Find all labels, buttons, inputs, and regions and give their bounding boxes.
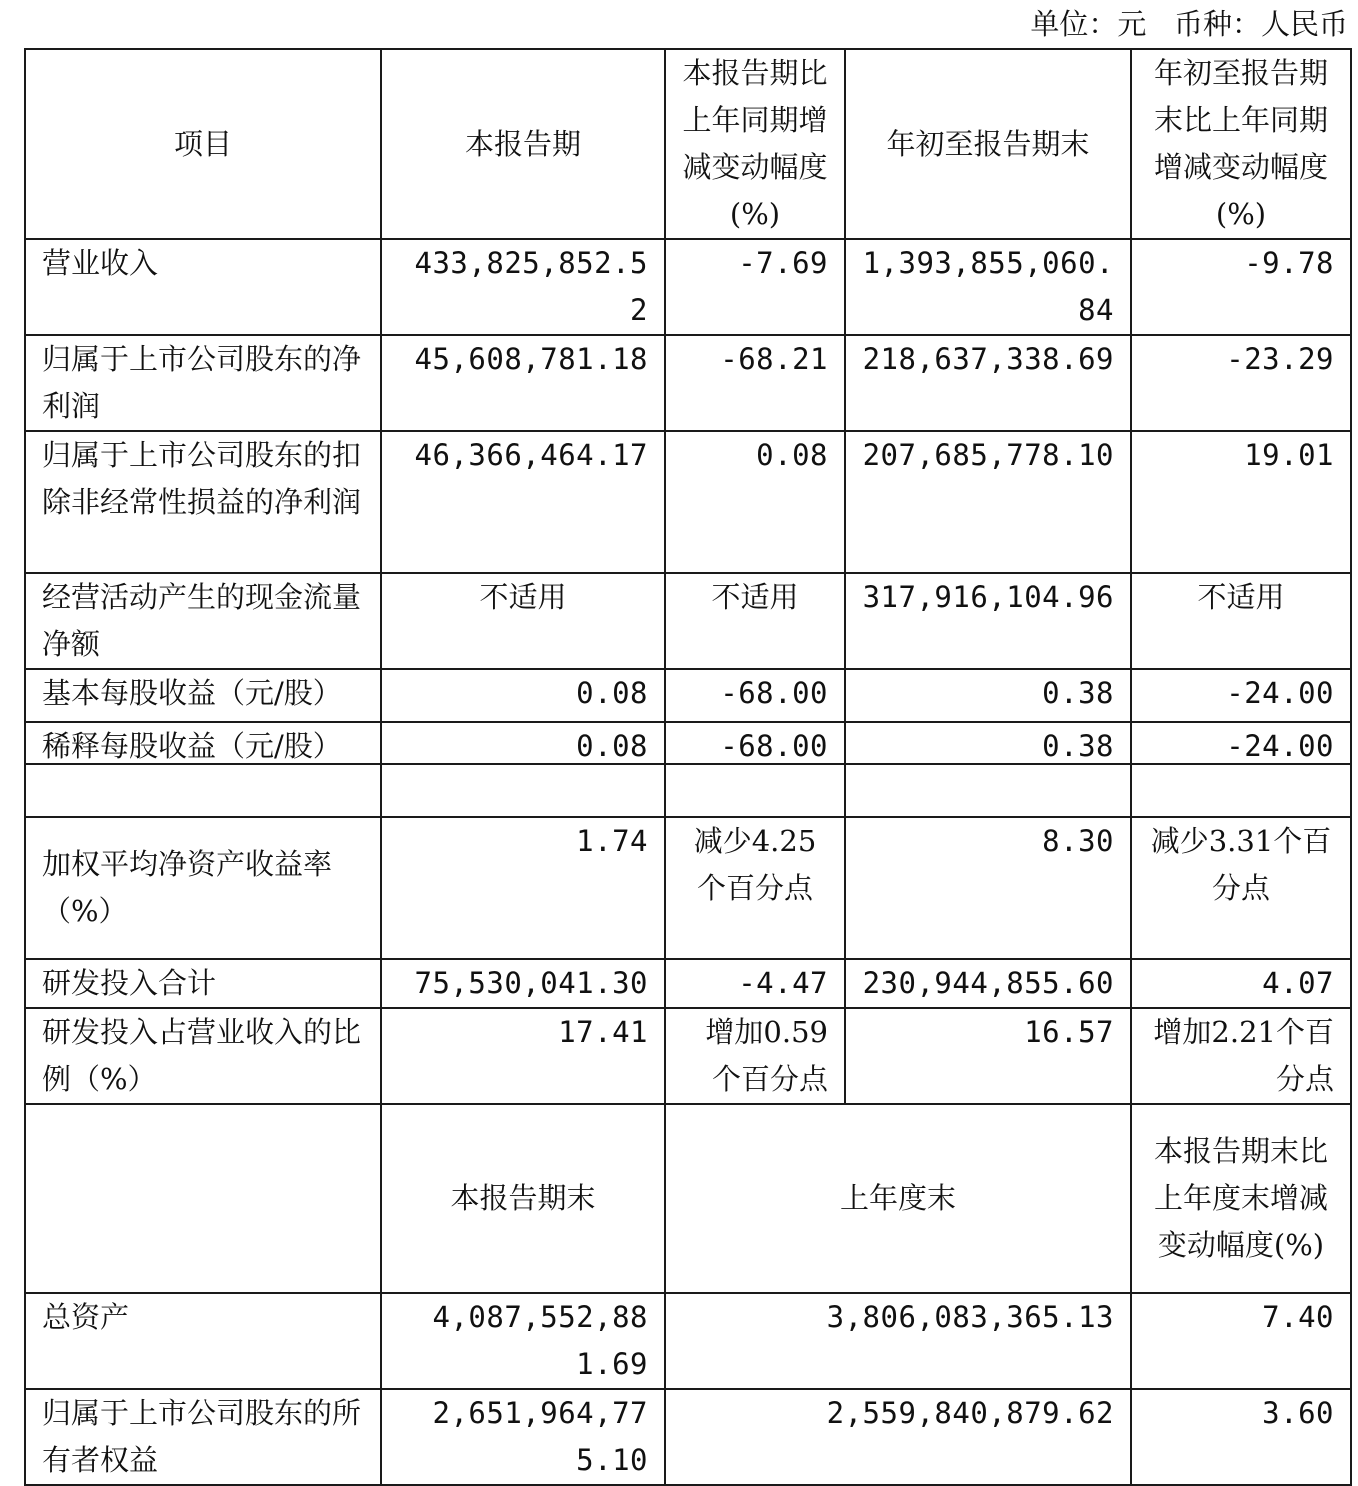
table-row: [25, 722, 1351, 817]
table-row: [25, 239, 1351, 335]
row-current: 433,825,852.52: [381, 239, 665, 335]
header-current: 本报告期: [381, 49, 665, 239]
row-ytd-change: -24.00: [1131, 722, 1351, 817]
row-item: 稀释每股收益（元/股）: [25, 722, 381, 817]
row-period-end: 2,651,964,775.10: [381, 1389, 665, 1485]
table-row: [25, 431, 1351, 573]
row-item: 营业收入: [25, 239, 381, 335]
balance-header-item: [25, 1104, 381, 1293]
table-row: [25, 817, 1351, 959]
row-ytd-change: 不适用: [1131, 573, 1351, 669]
row-prior-year-end: 2,559,840,879.62: [665, 1389, 1131, 1485]
row-ytd: 218,637,338.69: [845, 335, 1131, 431]
row-ytd-change: -9.78: [1131, 239, 1351, 335]
header-ytd: 年初至报告期末: [845, 49, 1131, 239]
row-current-change: 0.08: [665, 431, 845, 573]
row-ytd: 1,393,855,060.84: [845, 239, 1131, 335]
financial-indicators-table-continued: [24, 721, 1352, 1486]
row-current: 0.08: [381, 669, 665, 764]
row-current: 0.08: [381, 722, 665, 817]
row-current-change: -68.00: [665, 722, 845, 817]
header-current-change: 本报告期比上年同期增减变动幅度(%): [665, 49, 845, 239]
table-row: [25, 335, 1351, 431]
row-ytd: 0.38: [845, 669, 1131, 764]
balance-header-change: 本报告期末比上年度末增减变动幅度(%): [1131, 1104, 1351, 1293]
row-change: 3.60: [1131, 1389, 1351, 1485]
row-ytd: 207,685,778.10: [845, 431, 1131, 573]
row-item: 归属于上市公司股东的扣除非经常性损益的净利润: [25, 431, 381, 573]
row-current-change: -68.00: [665, 669, 845, 764]
row-ytd: 317,916,104.96: [845, 573, 1131, 669]
row-current: 1.74: [381, 817, 665, 959]
row-current-change: 不适用: [665, 573, 845, 669]
row-current: 46,366,464.17: [381, 431, 665, 573]
row-prior-year-end: 3,806,083,365.13: [665, 1293, 1131, 1389]
row-current: 45,608,781.18: [381, 335, 665, 431]
row-item: 研发投入合计: [25, 959, 381, 1008]
row-ytd: 16.57: [845, 1008, 1131, 1104]
header-item: 项目: [25, 49, 381, 239]
unit-currency-note: 单位：元 币种：人民币: [1030, 7, 1348, 41]
row-ytd-change: -24.00: [1131, 669, 1351, 764]
header-ytd-change: 年初至报告期末比上年同期增减变动幅度(%): [1131, 49, 1351, 239]
row-current-change: -4.47: [665, 959, 845, 1008]
row-ytd-change: 4.07: [1131, 959, 1351, 1008]
row-ytd-change: 增加2.21个百分点: [1131, 1008, 1351, 1104]
table-row: [25, 1293, 1351, 1389]
row-ytd-change: 19.01: [1131, 431, 1351, 573]
balance-header-period-end: 本报告期末: [381, 1104, 665, 1293]
row-period-end: 4,087,552,881.69: [381, 1293, 665, 1389]
row-ytd: 0.38: [845, 722, 1131, 817]
table-row: [25, 1008, 1351, 1104]
row-current-change: -68.21: [665, 335, 845, 431]
row-item: 归属于上市公司股东的所有者权益: [25, 1389, 381, 1485]
row-current-change: -7.69: [665, 239, 845, 335]
row-ytd-change: 减少3.31个百分点: [1131, 817, 1351, 959]
table-row: [25, 573, 1351, 669]
row-item: 加权平均净资产收益率（%）: [25, 817, 381, 959]
row-item: 经营活动产生的现金流量净额: [25, 573, 381, 669]
row-item: 研发投入占营业收入的比例（%）: [25, 1008, 381, 1104]
row-item: 基本每股收益（元/股）: [25, 669, 381, 764]
row-current-change: 增加0.59个百分点: [665, 1008, 845, 1104]
balance-header-row: [25, 1104, 1351, 1293]
row-current-change: 减少4.25个百分点: [665, 817, 845, 959]
header-row: [25, 49, 1351, 239]
row-current: 75,530,041.30: [381, 959, 665, 1008]
row-ytd: 230,944,855.60: [845, 959, 1131, 1008]
row-item: 总资产: [25, 1293, 381, 1389]
row-current: 17.41: [381, 1008, 665, 1104]
row-item: 归属于上市公司股东的净利润: [25, 335, 381, 431]
balance-header-prior-year-end: 上年度末: [665, 1104, 1131, 1293]
row-ytd-change: -23.29: [1131, 335, 1351, 431]
row-ytd: 8.30: [845, 817, 1131, 959]
row-current: 不适用: [381, 573, 665, 669]
financial-indicators-table: [24, 48, 1352, 765]
row-change: 7.40: [1131, 1293, 1351, 1389]
table-row: [25, 959, 1351, 1008]
table-row: [25, 1389, 1351, 1485]
